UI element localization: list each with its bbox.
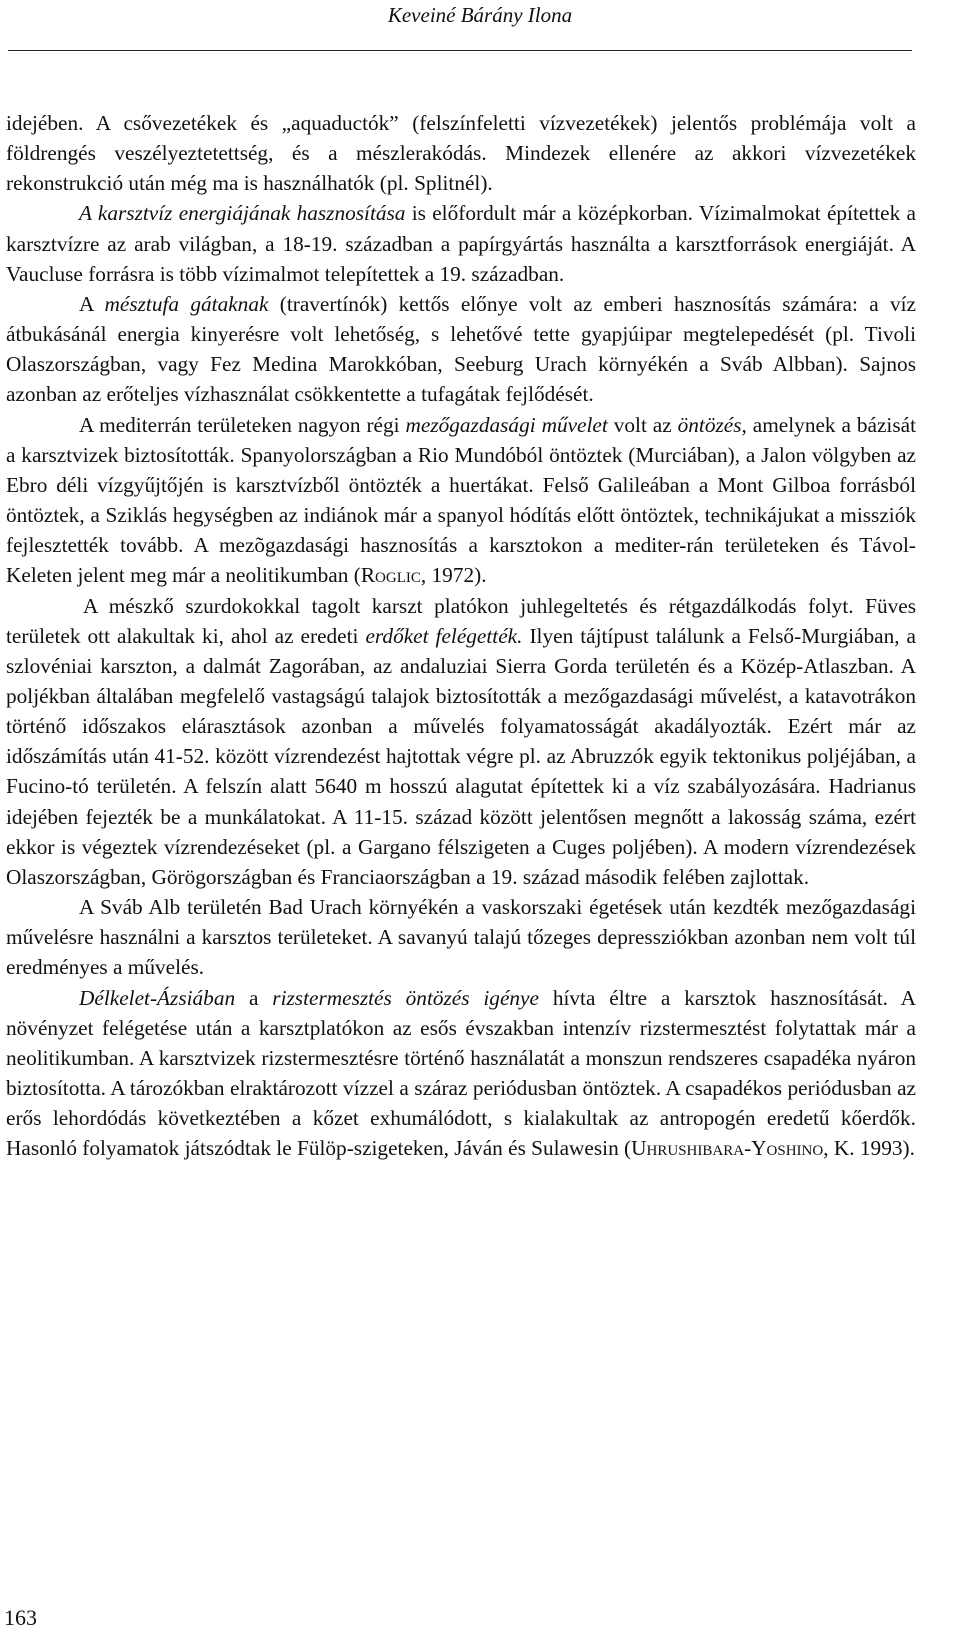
emphasis-southeast-asia: Délkelet-Ázsiában (79, 985, 236, 1010)
page-body (6, 108, 916, 1163)
paragraph-tufa-dams: A mésztufa gátaknak (travertínók) kettős előnye volt az emberi hasznosítás számára: a víz átbukásánál energia kinyerésre volt lehetőség, s lehetővé tette gyapjúipar megtelepedését (pl. Tivoli Olaszországban, vagy Fez Medina Marokkóban, Seeburg Urach környékén a Sváb Albban). Sajnos azonban az erőteljes vízhasználat csökkentette a tufagátak fejlődését. (6, 291, 916, 407)
emphasis-tufa-dams: mésztufa gátaknak (104, 291, 269, 316)
running-head: Keveiné Bárány Ilona (387, 3, 573, 27)
paragraph-pastures-poljes: A mészkő szurdokokkal tagolt karszt platókon juhlegeltetés és rétgazdálkodás folyt. Füves területek ott alakultak ki, ahol az eredeti erdőket felégették. Ilyen tájtípust találunk a Felső-Murgiában, a szlovéniai karszton, a dalmát Zagorában, az andaluziai Sierra Gorda területén és a Közép-Atlaszban. A poljékban általában megfelelő vastagságú talajok biztosították a mezőgazdasági művelést, a katavotrákon történő időszakos elárasztások azonban a művelés folyamatosságát akadályozták. Ezért már az időszámítás után 41-52. között vízrendezést hajtottak végre pl. az Abruzzók egyik tektonikus poljéjában, a Fucino-tó területén. A felszín alatt 5640 m hosszú alagutat építettek ki a víz szabályozására. Hadrianus idejében fejezték be a munkálatokat. A 11-15. század között jelentősen megnőtt a lakosság száma, ezért ekkor is végeztek vízrendezéseket (pl. a Gargano félszigeten a Cuges poljében). A modern vízrendezések Olaszországban, Görögországban és Franciaországban a 19. század második felében zajlottak. (6, 593, 916, 889)
paragraph-swabian-alb: A Sváb Alb területén Bad Urach környékén a vaskorszaki égetések után kezdték mezőgazdasági művelésre használni a karsztos területeket. A savanyú talajú tőzeges depressziókban azonban nem volt túl eredményes a művelés. (6, 895, 916, 980)
paragraph-karst-energy: A karsztvíz energiájának hasznosítása is előfordult már a középkorban. Vízimalmokat építettek a karsztvízre az arab világban, a 18-19. században a papírgyártás használta a karsztforrások energiáját. A Vaucluse forrásra is több vízimalmot telepítettek a 19. században. (6, 201, 916, 286)
citation-roglic: Roglic, 1972). (360, 563, 487, 588)
emphasis-irrigation: öntözés (677, 412, 742, 437)
paragraph-southeast-asia: Délkelet-Ázsiában a rizstermesztés öntözés igénye hívta éltre a karsztok hasznosítását. A növényzet felégetése után a karsztplatókon az esős évszakban intenzív rizstermesztést folytattak már a neolitikumban. A karsztvizek rizstermesztésre történő használatát a monszun rendszeres csapadéka nyáron biztosította. A tározókban elraktározott vízzel a száraz periódusban öntöztek. A csapadékos periódusban az erős lehordódás következtében a kőzet exhumálódott, s kialakultak az antropogén eredetű kőerdők. Hasonló folyamatok játszódtak le Fülöp-szigeteken, Jáván és Sulawesin (Uhrushibara-Yoshino, K. 1993). (6, 985, 916, 1161)
emphasis-rice-irrigation: rizstermesztés öntözés igénye (272, 985, 539, 1010)
emphasis-agriculture: mezőgazdasági művelet (405, 412, 608, 437)
citation-uhrushibara-yoshino: Uhrushibara-Yoshino, K. 1993). (631, 1136, 915, 1161)
emphasis-karst-energy: A karsztvíz energiájának hasznosítása (79, 201, 406, 226)
paragraph-irrigation: A mediterrán területeken nagyon régi mezőgazdasági művelet volt az öntözés, amelynek a bázisát a karsztvizek biztosították. Spanyolországban a Rio Mundóból öntöztek (Murciában), a Jalon völgyben az Ebro déli vízgyűjtőjén is karsztvízből öntözték a huertákat. Felső Galileában a Mont Gilboa forrásból öntöztek, a Sziklás hegységben az indiánok már a spanyol hódítás előtt öntöztek, technikájukat a missziók fejlesztették tovább. A mezõgazdasági hasznosítás a karsztokon a mediter-rán területeken és Távol-Keleten jelent meg már a neolitikumban (Roglic, 1972). (6, 412, 917, 588)
header-rule (8, 50, 912, 51)
paragraph-aqueducts: idejében. A csővezetékek és „aquaductók” (felszínfeletti vízvezetékek) jelentős problémája volt a földrengés veszélyeztetettség, és a mészlerakódás. Mindezek ellenére az akkori vízvezetékek rekonstrukció után még ma is használhatók (pl. Splitnél). (6, 111, 916, 196)
emphasis-forest-burning: erdőket felégették. (365, 623, 523, 648)
page-number: 163 (4, 1605, 37, 1630)
